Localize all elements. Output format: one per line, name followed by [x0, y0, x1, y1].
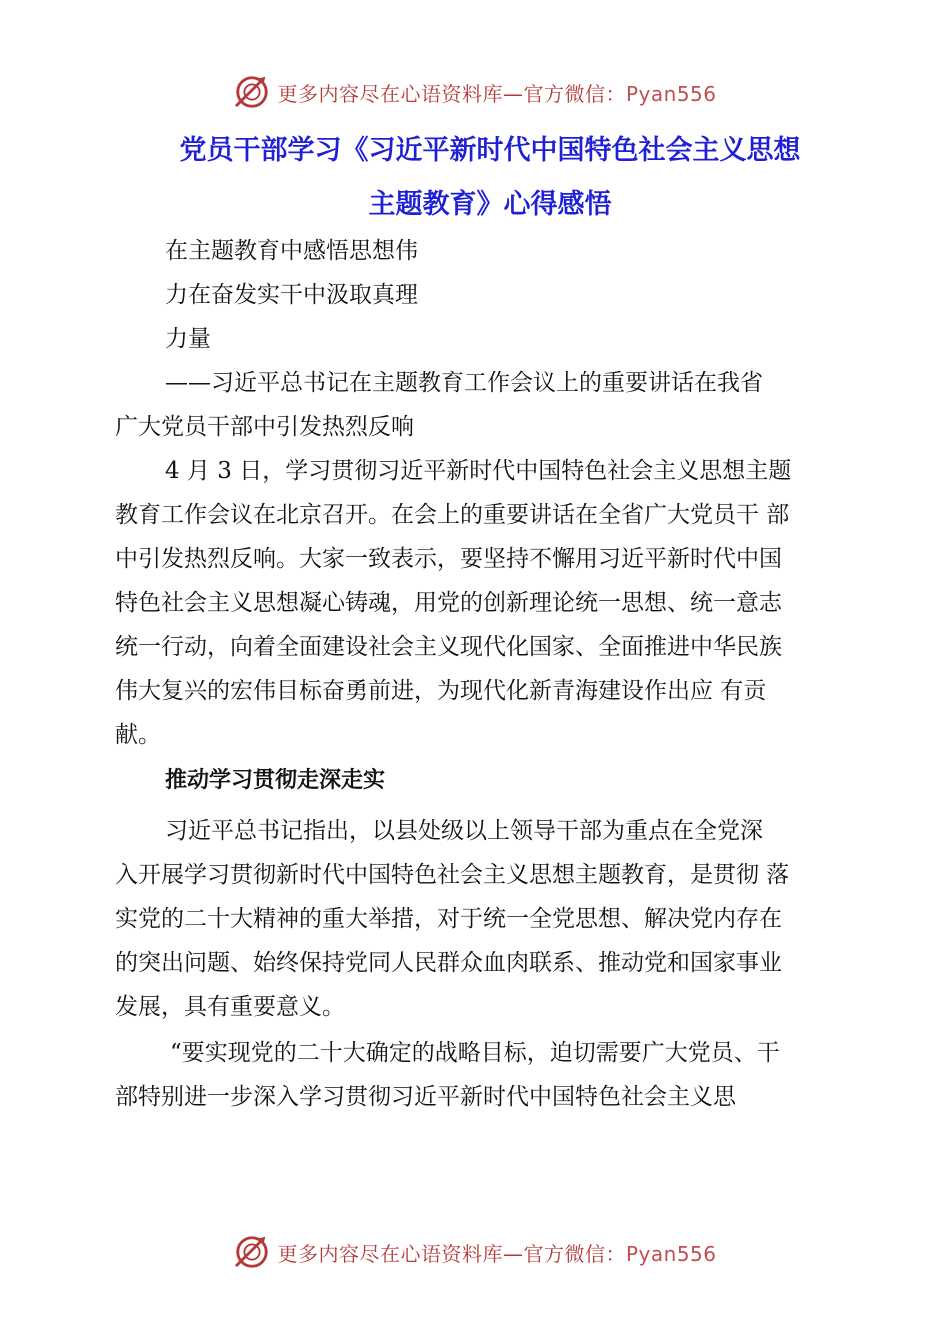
- paragraph-line: 部特别进一步深入学习贯彻习近平新时代中国特色社会主义思: [115, 1084, 736, 1110]
- paragraph-line: 的突出问题、始终保持党同人民群众血肉联系、推动党和国家事业: [115, 950, 782, 976]
- paragraph-line: 4 月 3 日，学习贯彻习近平新时代中国特色社会主义思想主题: [165, 458, 792, 484]
- wechat-id: Pyan556: [625, 1241, 717, 1266]
- paragraph-line: 发展，具有重要意义。: [115, 994, 345, 1020]
- paragraph-line: 教育工作会议在北京召开。在会上的重要讲话在全省广大党员干 部: [115, 502, 790, 528]
- header-banner: [0, 70, 950, 114]
- paragraph-line: 入开展学习贯彻新时代中国特色社会主义思想主题教育，是贯彻 落: [115, 862, 790, 888]
- paragraph-line: 统一行动，向着全面建设社会主义现代化国家、全面推进中华民族: [115, 634, 782, 660]
- subtitle-line-4: ——习近平总书记在主题教育工作会议上的重要讲话在我省: [165, 370, 763, 396]
- section-heading: 推动学习贯彻走深走实: [165, 768, 386, 793]
- subtitle-line-5: 广大党员干部中引发热烈反响: [115, 414, 414, 440]
- wechat-id: Pyan556: [625, 81, 717, 106]
- subtitle-line-2: 力在奋发实干中汲取真理: [165, 282, 418, 308]
- brand-logo-icon: [233, 73, 271, 111]
- paragraph-line: 习近平总书记指出，以县处级以上领导干部为重点在全党深: [165, 818, 763, 844]
- paragraph-line: 特色社会主义思想凝心铸魂，用党的创新理论统一思想、统一意志: [115, 590, 782, 616]
- banner-text: 更多内容尽在心语资料库—官方微信：Pyan556: [277, 81, 717, 106]
- paragraph-line: “要实现党的二十大确定的战略目标，迫切需要广大党员、干: [170, 1040, 780, 1066]
- paragraph-line: 中引发热烈反响。大家一致表示，要坚持不懈用习近平新时代中国: [115, 546, 782, 572]
- footer-banner: [0, 1230, 950, 1274]
- document-title-line-2: 主题教育》心得感悟: [368, 189, 612, 220]
- paragraph-line: 实党的二十大精神的重大举措，对于统一全党思想、解决党内存在: [115, 906, 782, 932]
- subtitle-line-3: 力量: [165, 326, 211, 352]
- banner-text: 更多内容尽在心语资料库—官方微信：Pyan556: [277, 1241, 717, 1266]
- document-title-line-1: 党员干部学习《习近平新时代中国特色社会主义思想: [179, 135, 801, 166]
- paragraph-line: 伟大复兴的宏伟目标奋勇前进，为现代化新青海建设作出应 有贡: [115, 678, 767, 704]
- brand-logo-icon: [233, 1233, 271, 1271]
- paragraph-line: 献。: [115, 722, 161, 748]
- subtitle-line-1: 在主题教育中感悟思想伟: [165, 238, 418, 264]
